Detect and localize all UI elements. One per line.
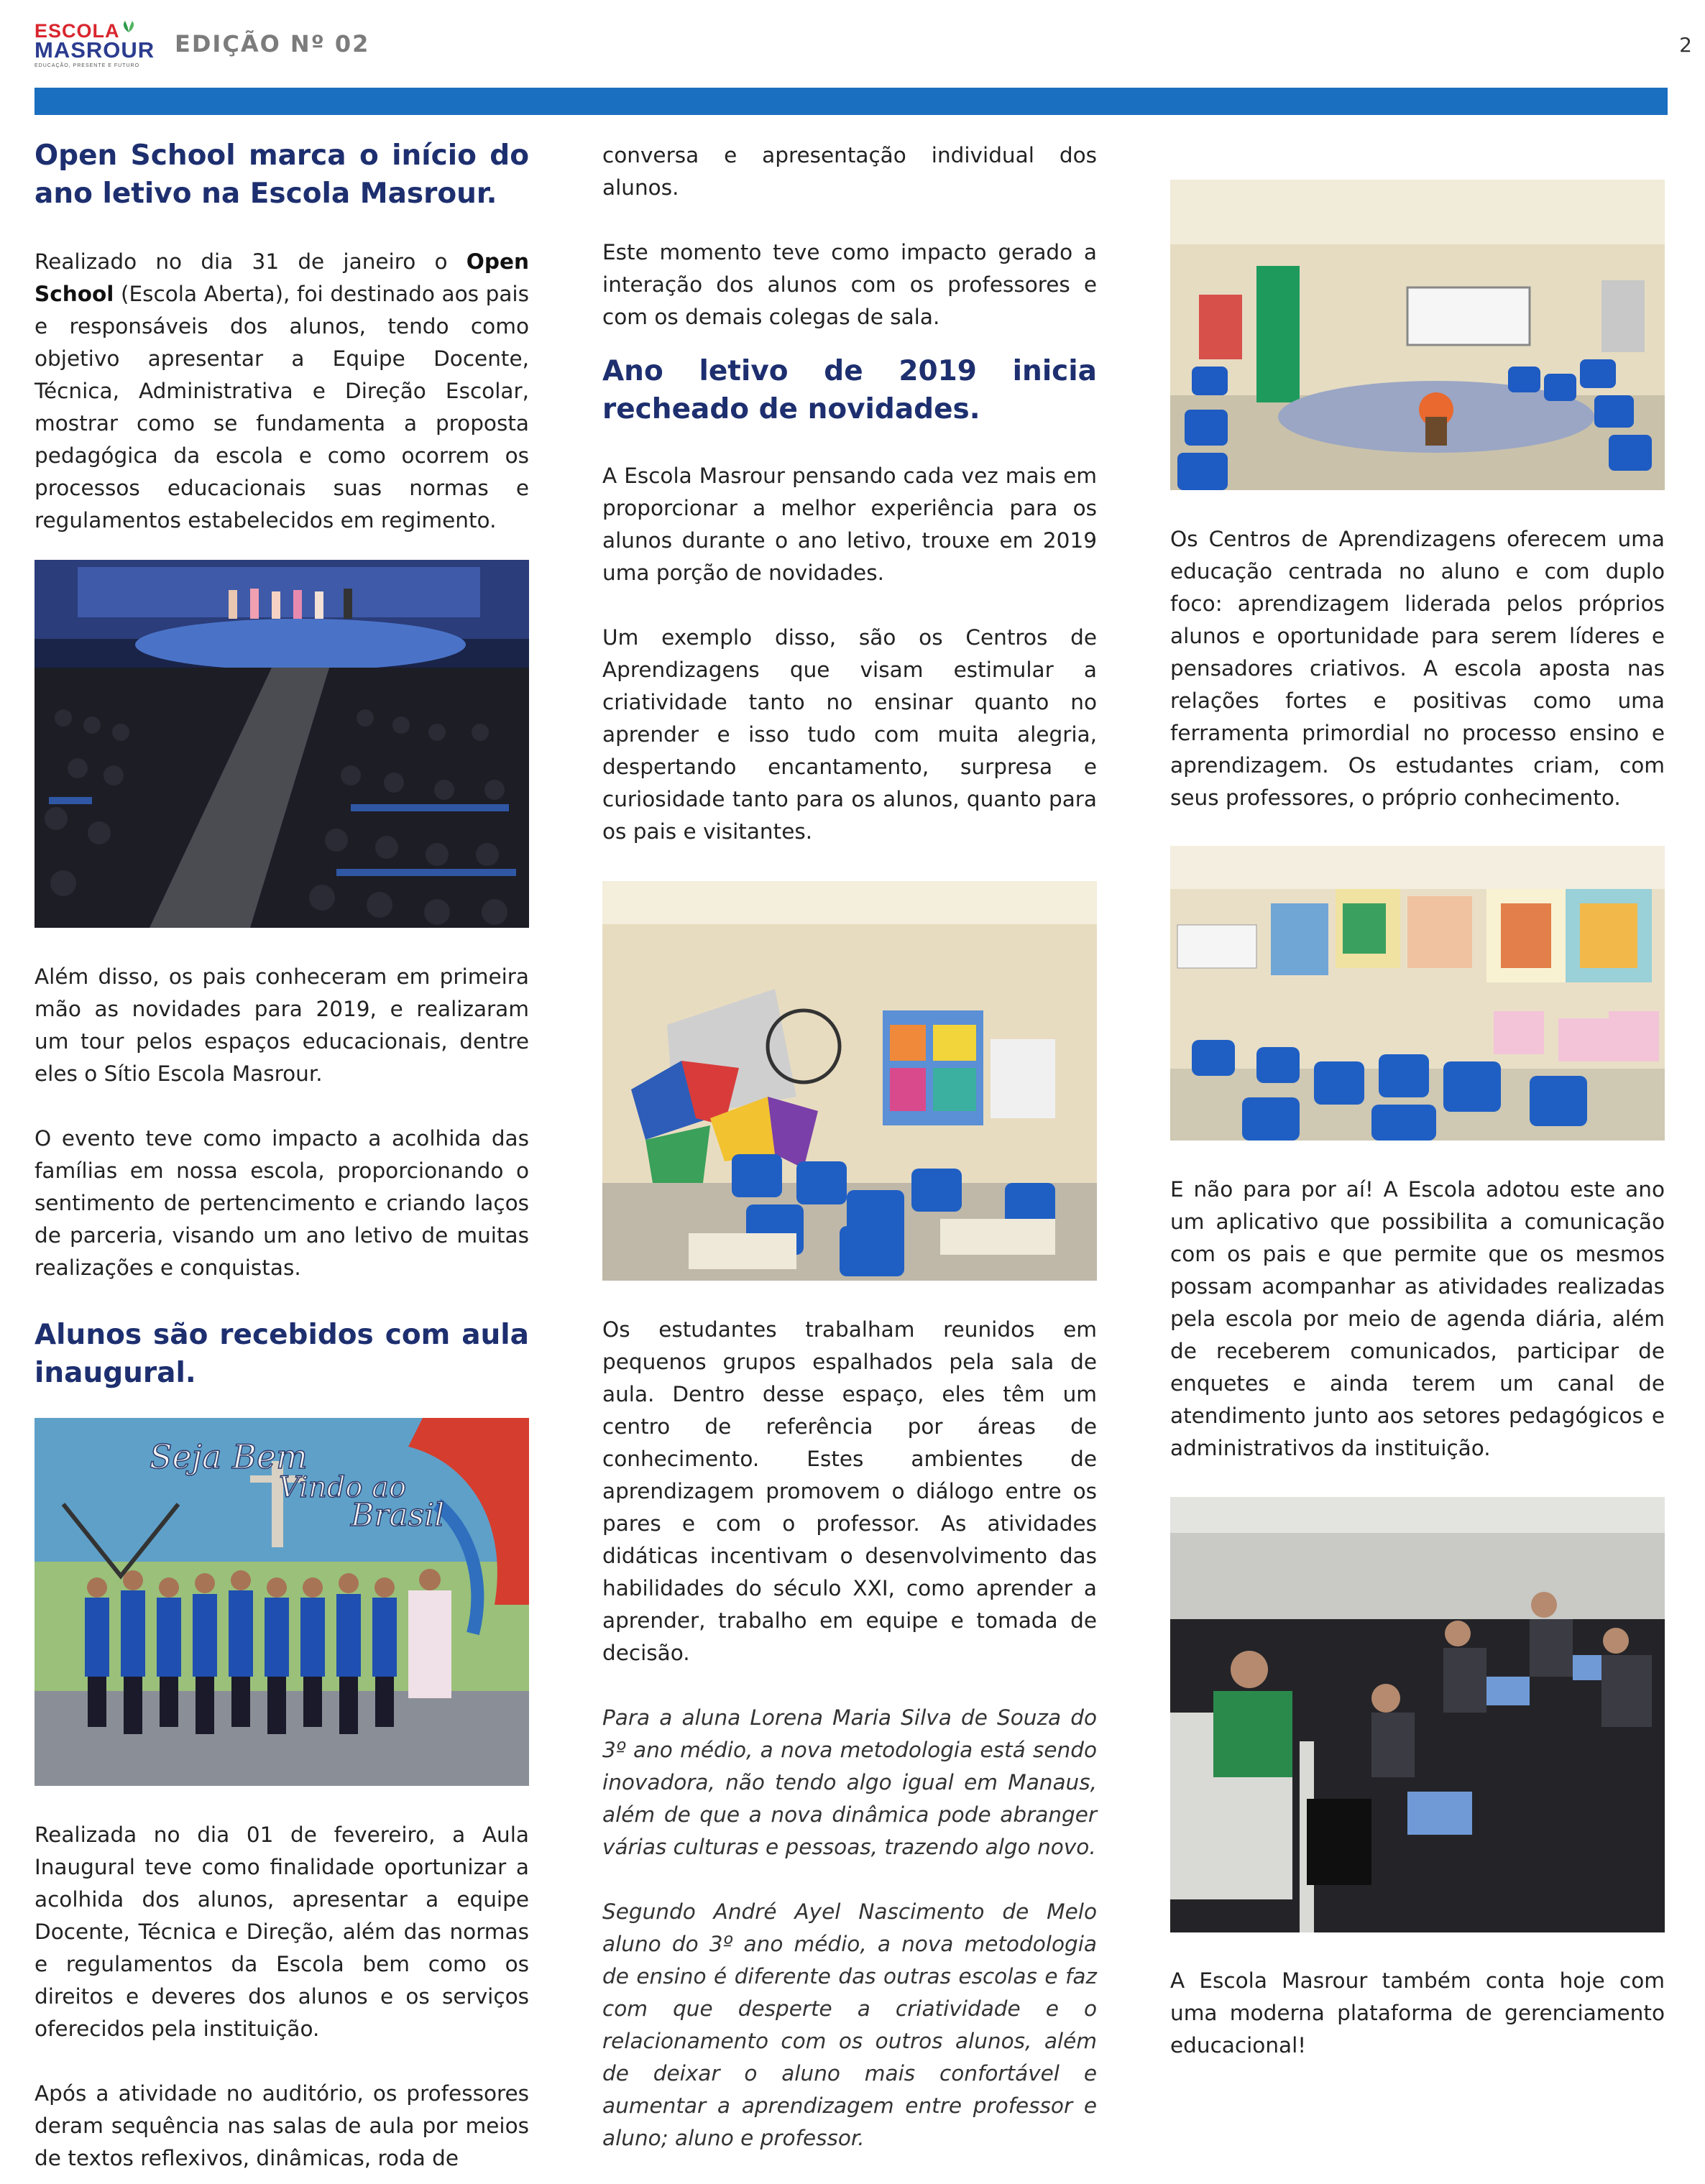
mural-photo (35, 1418, 529, 1786)
mural-text-2: Vindo ao (279, 1471, 407, 1504)
mural-text-1: Seja Bem (150, 1437, 308, 1476)
paragraph-impacto: O evento teve como impacto a acolhida das famílias em nossa escola, proporcionando o sentimento de pertencimento e criando laços de parceria, visando um ano letivo de muitas realizações e conquistas. (35, 1126, 529, 1280)
classroom-circle-photo (1170, 180, 1665, 490)
classroom-maps-photo (1170, 846, 1665, 1141)
column-2 (602, 137, 1097, 2155)
logo-leaf-icon (121, 20, 137, 33)
school-logo (35, 20, 164, 78)
paragraph-estudantes-grupos: Os estudantes trabalham reunidos em pequenos grupos espalhados pela sala de aula. Dentro desse espaço, eles têm um centro de referência por áreas de conhecimento. Estes ambientes de aprendizagem promovem o diálogo entre os pares e com o professor. As atividades didáticas incentivam o desenvolvimento das habilidades do século XXI, como aprender a aprender, trabalho em equipe e tomada de decisão. (602, 1317, 1097, 1665)
paragraph-conversa: conversa e apresentação individual dos alunos. (602, 143, 1097, 200)
logo-line-1: ESCOLA (35, 20, 120, 42)
paragraph-text: (Escola Aberta), foi destinado aos pais e responsáveis dos alunos, tendo como objetivo apresentar a Equipe Docente, Técnica, Administrativa e Direção Escolar, mostrar como se fundamenta a proposta pedagógica da escola e como ocorrem os processos educacionais suas normas e regulamentos estabelecidos em regimento. (35, 282, 529, 533)
header-rule (35, 88, 1668, 115)
column-1 (35, 137, 529, 2175)
article-title-aula-inaugural: Alunos são recebidos com aula inaugural. (35, 1319, 529, 1389)
paragraph-plataforma: A Escola Masrour também conta hoje com uma moderna plataforma de gerenciamento educacional! (1170, 1968, 1665, 2058)
edition-label: EDIÇÃO Nº 02 (175, 30, 370, 57)
logo-line-2: MASROUR (35, 37, 155, 63)
page-number: 2 (1679, 33, 1692, 57)
quote-andre: Segundo André Ayel Nascimento de Melo aluno do 3º ano médio, a nova metodologia de ensino é diferente das outras escolas e faz com que desperte a criatividade e o relacionamento com os outros alunos, além de deixar o aluno mais confortável e aumentar a aprendizagem entre professor e aluno; aluno e professor. (602, 1899, 1097, 2150)
quote-lorena: Para a aluna Lorena Maria Silva de Souza do 3º ano médio, a nova metodologia está sendo inovadora, não tendo algo igual em Manaus, além de que a nova dinâmica pode abranger várias culturas e pessoas, trazendo algo novo. (602, 1705, 1097, 1859)
auditorium-photo (35, 560, 529, 928)
paragraph-interacao: Este momento teve como impacto gerado a interação dos alunos com os professores e com os demais colegas de sala. (602, 240, 1097, 329)
column-3 (1170, 137, 1665, 2062)
paragraph-open-school (35, 246, 529, 537)
paragraph-text: Realizado no dia 31 de janeiro o (35, 249, 467, 274)
logo-tagline: EDUCAÇÃO, PRESENTE E FUTURO (35, 63, 140, 68)
bold-text: Open School (35, 249, 529, 306)
paragraph-centros-aprendizagens: Um exemplo disso, são os Centros de Aprendizagens que visam estimular a criatividade tanto no ensinar quanto no aprender e isso tudo com muita alegria, despertando encantamento, surpresa e curiosidade tanto para os alunos, quanto para os pais e visitantes. (602, 625, 1097, 844)
computer-lab-photo (1170, 1497, 1665, 1932)
paragraph-aula-inaugural: Realizada no dia 01 de fevereiro, a Aula Inaugural teve como finalidade oportunizar a acolhida dos alunos, apresentar a equipe Docente, Técnica e Direção, além das normas e regulamentos da Escola bem como os direitos e deveres dos alunos e os serviços oferecidos pela instituição. (35, 1823, 529, 2041)
article-title-open-school: Open School marca o início do ano letivo na Escola Masrour. (35, 139, 529, 210)
paragraph-aplicativo: E não para por aí! A Escola adotou este ano um aplicativo que possibilita a comunicação com os pais e que permite que os mesmos possam acompanhar as atividades realizadas pela escola por meio de agenda diária, além de receberem comunicados, participar de enquetes e ainda terem um canal de atendimento junto aos setores pedagógicos e administrativos da instituição. (1170, 1177, 1665, 1460)
paragraph-novidades: Além disso, os pais conheceram em primeira mão as novidades para 2019, e realizaram um tour pelos espaços educacionais, dentre eles o Sítio Escola Masrour. (35, 964, 529, 1086)
article-title-ano-letivo: Ano letivo de 2019 inicia recheado de novidades. (602, 355, 1097, 425)
paragraph-novidades-2019: A Escola Masrour pensando cada vez mais em proporcionar a melhor experiência para os alunos durante o ano letivo, trouxe em 2019 uma porção de novidades. (602, 464, 1097, 585)
mural-text-3: Brasil (351, 1497, 445, 1534)
paragraph-centros-foco: Os Centros de Aprendizagens oferecem uma educação centrada no aluno e com duplo foco: aprendizagem liderada pelos próprios alunos e oportunidade para serem líderes e pensadores criativos. A escola aposta nas relações fortes e positivas como uma ferramenta primordial no processo ensino e aprendizagem. Os estudantes criam, com seus professores, o próprio conhecimento. (1170, 527, 1665, 810)
classroom-mural-photo (602, 881, 1097, 1281)
paragraph-atividade-auditorio: Após a atividade no auditório, os professores deram sequência nas salas de aula por meios de textos reflexivos, dinâmicas, roda de (35, 2081, 529, 2170)
